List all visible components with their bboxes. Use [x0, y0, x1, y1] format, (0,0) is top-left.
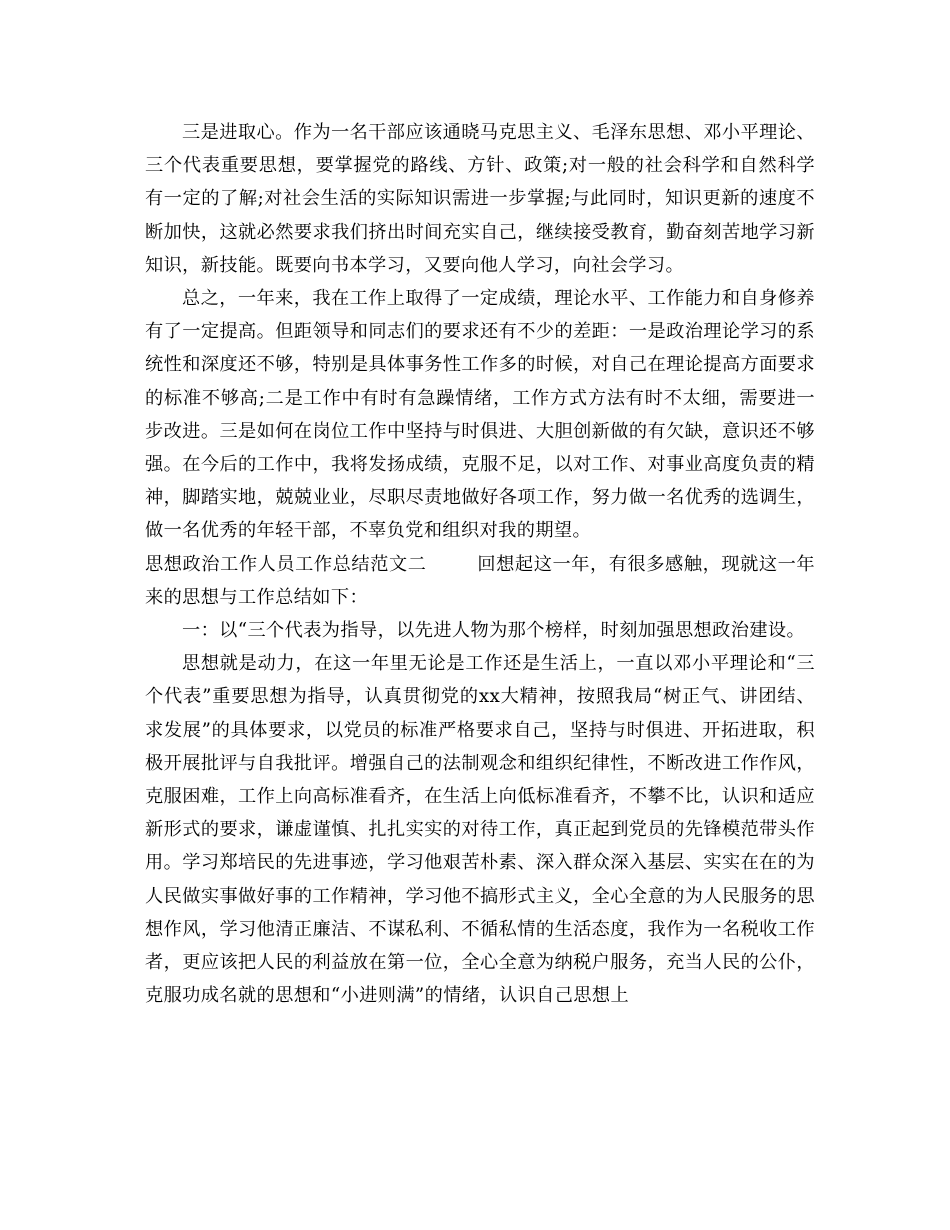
section-heading-line: [145, 548, 815, 614]
section-title: 思想政治工作人员工作总结范文二: [145, 553, 427, 575]
point-one: 一：以“三个代表为指导，以先进人物为那个榜样，时刻加强思想政治建设。: [182, 620, 806, 642]
paragraph-summary: 总之，一年来，我在工作上取得了一定成绩，理论水平、工作能力和自身修养有了一定提高。但距领导和同志们的要求还有不少的差距：一是政治理论学习的系统性和深度还不够，特别是具体事务性工作多的时候，对自己在理论提高方面要求的标准不够高;二是工作中有时有急躁情绪，工作方式方法有时不太细，需要进一步改进。三是如何在岗位工作中坚持与时俱进、大胆创新做的有欠缺，意识还不够强。在今后的工作中，我将发扬成绩，克服不足，以对工作、对事业高度负责的精神，脚踏实地，兢兢业业，尽职尽责地做好各项工作，努力做一名优秀的选调生，做一名优秀的年轻干部，不辜负党和组织对我的期望。: [145, 288, 815, 542]
section-intro: 回想起这一年，有很多感触，现就这一年来的思想与工作总结如下：: [145, 553, 816, 608]
document-body: [145, 116, 815, 1012]
paragraph-thought: 思想就是动力，在这一年里无论是工作还是生活上，一直以邓小平理论和“三个代表”重要思想为指导，认真贯彻党的xx大精神，按照我局“树正气、讲团结、求发展”的具体要求，以党员的标准严格要求自己，坚持与时俱进、开拓进取，积极开展批评与自我批评。增强自己的法制观念和组织纪律性，不断改进工作作风，克服困难，工作上向高标准看齐，在生活上向低标准看齐，不攀不比，认识和适应新形式的要求，谦虚谨慎、扎扎实实的对待工作，真正起到党员的先锋模范带头作用。学习郑培民的先进事迹，学习他艰苦朴素、深入群众深入基层、实实在在的为人民做实事做好事的工作精神，学习他不搞形式主义，全心全意的为人民服务的思想作风，学习他清正廉洁、不谋私利、不循私情的生活态度，我作为一名税收工作者，更应该把人民的利益放在第一位，全心全意为纳税户服务，充当人民的公仆，克服功成名就的思想和“小进则满”的情绪，认识自己思想上: [145, 653, 815, 1007]
heading-gap: [427, 554, 478, 575]
paragraph-enterprising: 三是进取心。作为一名干部应该通晓马克思主义、毛泽东思想、邓小平理论、三个代表重要思想，要掌握党的路线、方针、政策;对一般的社会科学和自然科学有一定的了解;对社会生活的实际知识需进一步掌握;与此同时，知识更新的速度不断加快，这就必然要求我们挤出时间充实自己，继续接受教育，勤奋刻苦地学习新知识，新技能。既要向书本学习，又要向他人学习，向社会学习。: [145, 122, 815, 276]
